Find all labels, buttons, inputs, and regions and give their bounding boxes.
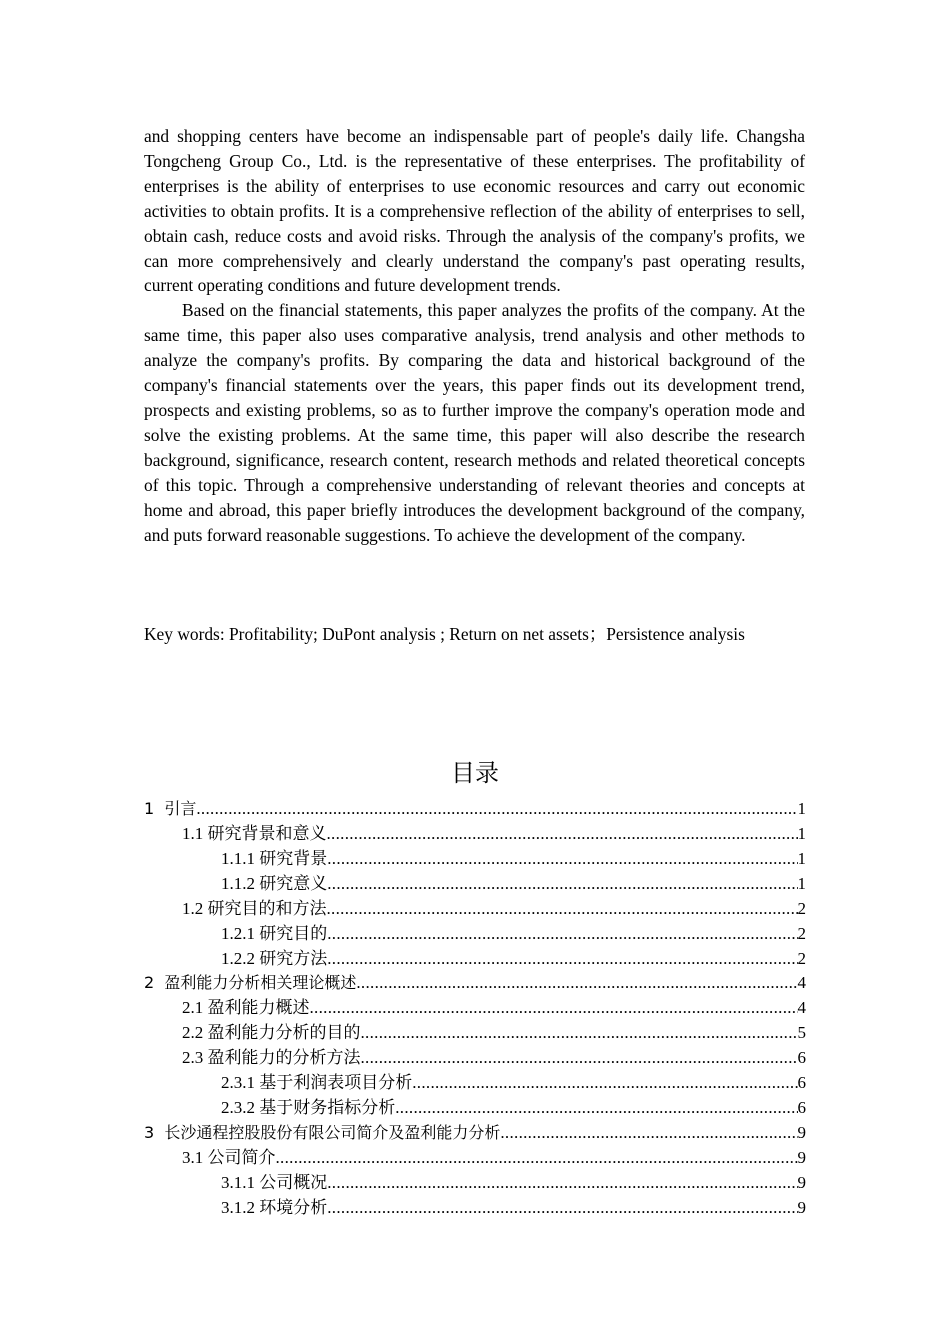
- toc-title: 目录: [451, 759, 499, 787]
- toc-entry-number: 1.2.1: [221, 923, 260, 943]
- toc-entry-number: 2.2: [182, 1023, 208, 1043]
- table-of-contents: [144, 797, 806, 1221]
- toc-entry-number: 1.1.1: [221, 848, 260, 868]
- toc-entry-page: 6: [797, 1048, 806, 1068]
- toc-entry-page: 1: [797, 848, 806, 868]
- toc-entry-number: 1.2: [182, 898, 208, 918]
- toc-entry-number: 1: [144, 799, 165, 818]
- toc-entry-title: 公司简介: [207, 1147, 276, 1167]
- toc-entry-2-3[interactable]: [144, 1046, 806, 1071]
- toc-entry-number: 2.3.1: [221, 1073, 260, 1093]
- toc-entry-page: 1: [797, 823, 806, 843]
- toc-leader-dots: [327, 822, 798, 847]
- toc-entry-number: 3.1.1: [221, 1172, 260, 1192]
- abstract-paragraph-2: Based on the financial statements, this paper analyzes the profits of the company. At the same time, this paper also uses comparative analysis, trend analysis and other methods to analyze the company's profits. By comparing the data and historical background of the company's financial statements over the years, this paper finds out its development trend, prospects and existing problems, so as to further improve the company's operation mode and solve the existing problems. At the same time, this paper will also describe the research background, significance, research content, research methods and related theoretical concepts of this topic. Through a comprehensive understanding of relevant theories and concepts at home and abroad, this paper briefly introduces the development background of the company, and puts forward reasonable suggestions. To achieve the development of the company.: [144, 300, 805, 545]
- toc-entry-number: 2.3: [182, 1048, 208, 1068]
- toc-leader-dots: [310, 996, 798, 1021]
- toc-entry-page: 2: [797, 923, 806, 943]
- toc-entry-number: 1.1: [182, 823, 208, 843]
- toc-entry-page: 6: [797, 1073, 806, 1093]
- toc-entry-page: 2: [797, 948, 806, 968]
- toc-entry-page: 9: [797, 1172, 806, 1192]
- toc-entry-number: 1.2.2: [221, 948, 260, 968]
- toc-entry-title: 盈利能力分析相关理论概述: [164, 973, 357, 993]
- toc-entry-number: 2: [144, 973, 165, 993]
- toc-entry-title: 长沙通程控股股份有限公司简介及盈利能力分析: [164, 1122, 501, 1142]
- toc-entry-title: 基于利润表项目分析: [259, 1073, 413, 1093]
- toc-leader-dots: [395, 1096, 797, 1121]
- toc-entry-title: 公司概况: [259, 1172, 328, 1192]
- english-abstract: [144, 124, 805, 547]
- toc-entry-title: 研究目的和方法: [207, 898, 327, 918]
- toc-leader-dots: [276, 1146, 798, 1171]
- toc-entry-page: 9: [797, 1147, 806, 1167]
- toc-entry-page: 1: [797, 799, 806, 818]
- toc-leader-dots: [327, 897, 798, 922]
- toc-leader-dots: [327, 1171, 797, 1196]
- toc-leader-dots: [361, 1021, 798, 1046]
- toc-entry-2-3-1[interactable]: [144, 1071, 806, 1096]
- toc-entry-3-1-1[interactable]: [144, 1171, 806, 1196]
- toc-entry-title: 研究背景和意义: [207, 823, 327, 843]
- toc-entry-1-1-2[interactable]: [144, 872, 806, 897]
- toc-entry-number: 3.1: [182, 1147, 208, 1167]
- toc-entry-title: 盈利能力概述: [207, 998, 310, 1018]
- toc-entry-1[interactable]: [144, 797, 806, 822]
- toc-leader-dots: [500, 1121, 797, 1146]
- toc-entry-1-1-1[interactable]: [144, 847, 806, 872]
- toc-entry-page: 9: [797, 1122, 806, 1142]
- toc-entry-number: 1.1.2: [221, 873, 260, 893]
- keywords-line: Key words: Profitability; DuPont analysis ; Return on net assets；Persistence analysis: [144, 624, 745, 644]
- toc-entry-1-2[interactable]: [144, 897, 806, 922]
- toc-entry-number: 3: [144, 1122, 165, 1142]
- toc-entry-1-2-2[interactable]: [144, 947, 806, 972]
- toc-entry-page: 9: [797, 1197, 806, 1217]
- toc-entry-title: 基于财务指标分析: [259, 1098, 396, 1118]
- toc-entry-title: 环境分析: [259, 1197, 328, 1217]
- toc-entry-title: 引言: [164, 799, 197, 818]
- toc-leader-dots: [327, 872, 797, 897]
- toc-leader-dots: [327, 947, 797, 972]
- toc-entry-number: 3.1.2: [221, 1197, 260, 1217]
- toc-entry-page: 2: [797, 898, 806, 918]
- toc-entry-2-3-2[interactable]: [144, 1096, 806, 1121]
- toc-entry-3-1-2[interactable]: [144, 1196, 806, 1221]
- toc-leader-dots: [196, 797, 797, 822]
- toc-entry-page: 5: [797, 1023, 806, 1043]
- toc-entry-title: 研究背景: [259, 848, 328, 868]
- toc-entry-page: 4: [797, 998, 806, 1018]
- toc-entry-1-2-1[interactable]: [144, 922, 806, 947]
- toc-leader-dots: [327, 847, 797, 872]
- toc-entry-3[interactable]: [144, 1121, 806, 1146]
- toc-entry-number: 2.1: [182, 998, 208, 1018]
- toc-leader-dots: [327, 922, 797, 947]
- toc-entry-2[interactable]: [144, 971, 806, 996]
- toc-entry-title: 盈利能力的分析方法: [207, 1048, 361, 1068]
- toc-entry-1-1[interactable]: [144, 822, 806, 847]
- abstract-paragraph-1: and shopping centers have become an indispensable part of people's daily life. Changsha Tongcheng Group Co., Ltd. is the representative of these enterprises. The profitability of enterprises is the ability of enterprises to use economic resources and carry out economic activities to obtain profits. It is a comprehensive reflection of the ability of enterprises to sell, obtain cash, reduce costs and avoid risks. Through the analysis of the company's profits, we can more comprehensively and clearly understand the company's past operating results, current operating conditions and future development trends.: [144, 126, 805, 296]
- toc-entry-page: 6: [797, 1098, 806, 1118]
- toc-leader-dots: [356, 971, 797, 996]
- toc-entry-page: 1: [797, 873, 806, 893]
- toc-entry-title: 研究方法: [259, 948, 328, 968]
- toc-entry-title: 盈利能力分析的目的: [207, 1023, 361, 1043]
- toc-entry-page: 4: [797, 973, 806, 993]
- toc-leader-dots: [412, 1071, 797, 1096]
- toc-entry-2-2[interactable]: [144, 1021, 806, 1046]
- toc-entry-2-1[interactable]: [144, 996, 806, 1021]
- toc-entry-number: 2.3.2: [221, 1098, 260, 1118]
- toc-entry-3-1[interactable]: [144, 1146, 806, 1171]
- toc-leader-dots: [361, 1046, 798, 1071]
- toc-entry-title: 研究意义: [259, 873, 328, 893]
- toc-entry-title: 研究目的: [259, 923, 328, 943]
- toc-leader-dots: [327, 1196, 797, 1221]
